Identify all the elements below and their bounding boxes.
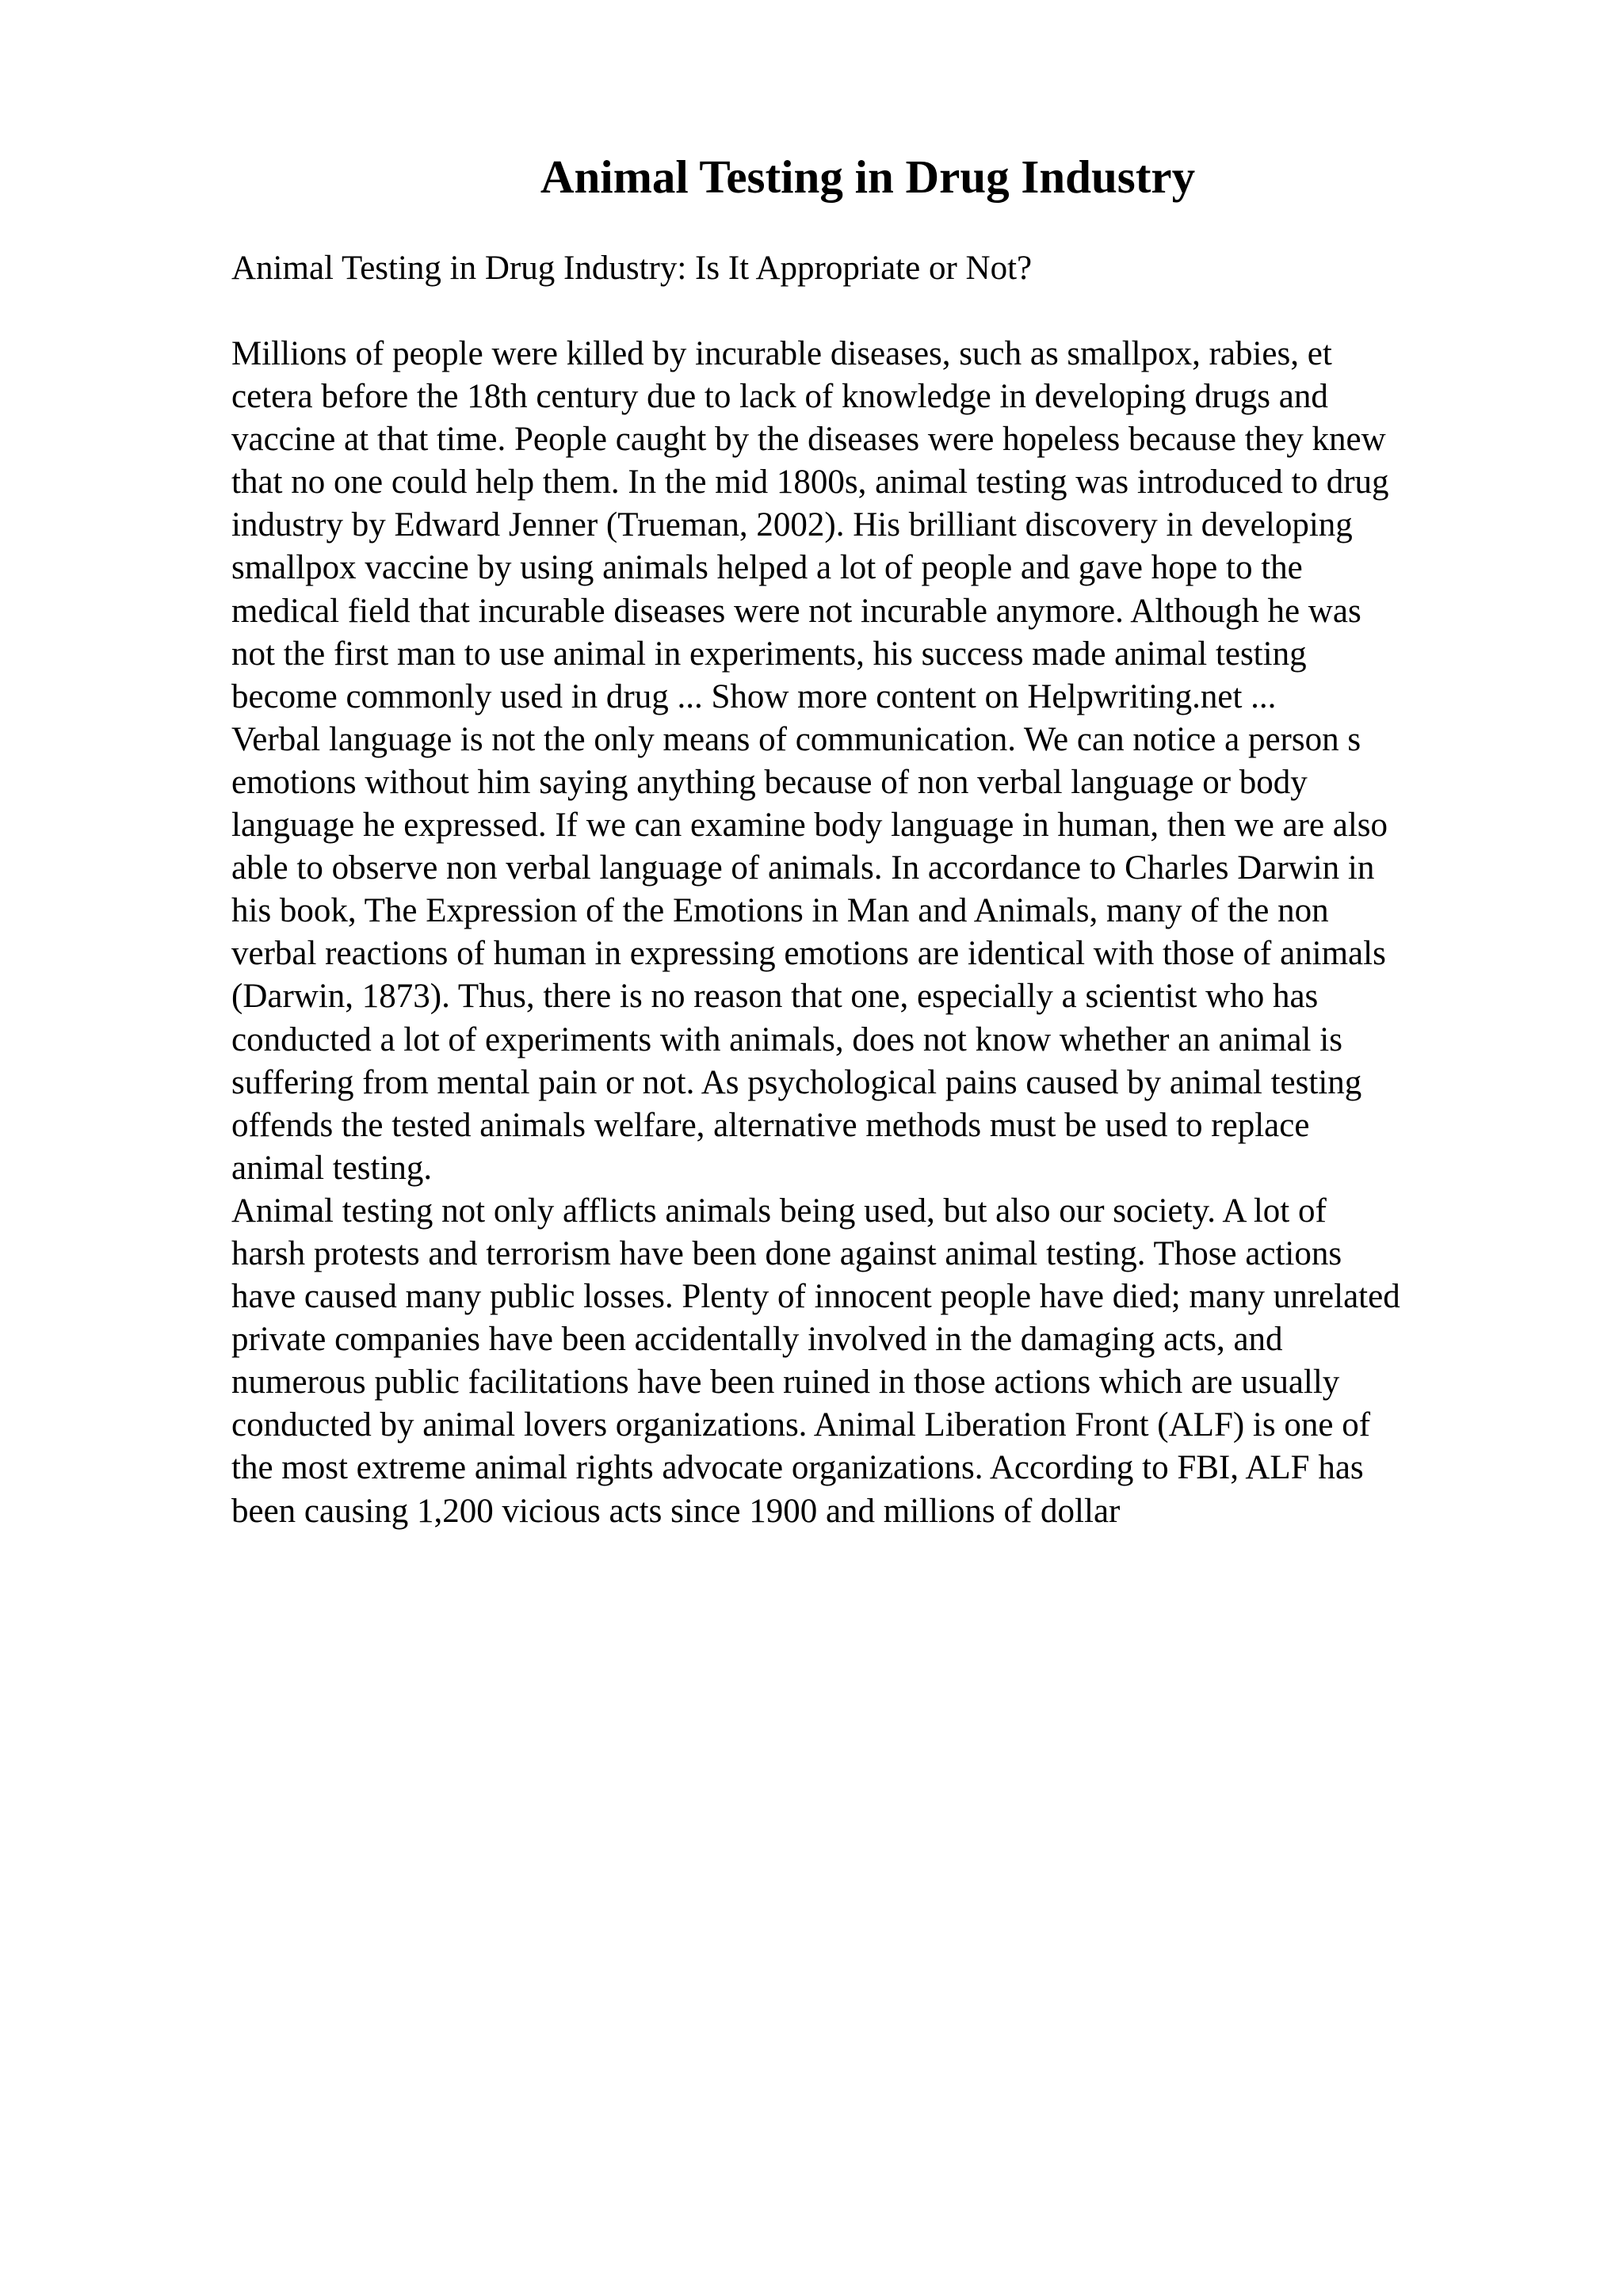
body-line: language he expressed. If we can examine body language in human, then we are also bbox=[231, 807, 1388, 845]
body-line: medical field that incurable diseases were not incurable anymore. Although he was bbox=[231, 592, 1361, 630]
body-line: Verbal language is not the only means of communication. We can notice a person s bbox=[231, 720, 1361, 758]
body-line: smallpox vaccine by using animals helped a lot of people and gave hope to the bbox=[231, 549, 1303, 587]
body-line: his book, The Expression of the Emotions in Man and Animals, many of the non bbox=[231, 892, 1329, 930]
body-line: verbal reactions of human in expressing emotions are identical with those of animals bbox=[231, 935, 1386, 973]
body-line: conducted by animal lovers organizations. Animal Liberation Front (ALF) is one of bbox=[231, 1406, 1371, 1444]
body-line: not the first man to use animal in experiments, his success made animal testing bbox=[231, 635, 1307, 673]
body-line: cetera before the 18th century due to lack of knowledge in developing drugs and bbox=[231, 378, 1328, 416]
body-line: become commonly used in drug ... Show more content on Helpwriting.net ... bbox=[231, 677, 1277, 715]
body-line: conducted a lot of experiments with animals, does not know whether an animal is bbox=[231, 1020, 1342, 1058]
body-line: the most extreme animal rights advocate organizations. According to FBI, ALF has bbox=[231, 1449, 1364, 1487]
body-line: harsh protests and terrorism have been done against animal testing. Those actions bbox=[231, 1234, 1342, 1272]
body-line: numerous public facilitations have been ruined in those actions which are usually bbox=[231, 1363, 1340, 1402]
body-line: vaccine at that time. People caught by the diseases were hopeless because they knew bbox=[231, 421, 1386, 459]
document-title: Animal Testing in Drug Industry bbox=[540, 151, 1196, 203]
body-line: have caused many public losses. Plenty of innocent people have died; many unrelated bbox=[231, 1278, 1400, 1316]
body-line: industry by Edward Jenner (Trueman, 2002). His brilliant discovery in developing bbox=[231, 506, 1353, 544]
body-line: suffering from mental pain or not. As psychological pains caused by animal testing bbox=[231, 1063, 1362, 1101]
body-line: been causing 1,200 vicious acts since 1900 and millions of dollar bbox=[231, 1492, 1121, 1530]
document-subtitle: Animal Testing in Drug Industry: Is It Appropriate or Not? bbox=[231, 250, 1033, 287]
body-line: private companies have been accidentally involved in the damaging acts, and bbox=[231, 1321, 1283, 1359]
body-line: Animal testing not only afflicts animals being used, but also our society. A lot of bbox=[231, 1192, 1327, 1230]
body-line: animal testing. bbox=[231, 1149, 433, 1187]
body-line: able to observe non verbal language of animals. In accordance to Charles Darwin in bbox=[231, 849, 1375, 887]
body-line: (Darwin, 1873). Thus, there is no reason that one, especially a scientist who has bbox=[231, 978, 1319, 1016]
document-body bbox=[231, 333, 1400, 1533]
body-line: that no one could help them. In the mid 1800s, animal testing was introduced to drug bbox=[231, 463, 1389, 502]
body-line: offends the tested animals welfare, alternative methods must be used to replace bbox=[231, 1106, 1310, 1144]
body-line: Millions of people were killed by incurable diseases, such as smallpox, rabies, et bbox=[231, 335, 1332, 372]
body-line: emotions without him saying anything because of non verbal language or body bbox=[231, 763, 1308, 801]
